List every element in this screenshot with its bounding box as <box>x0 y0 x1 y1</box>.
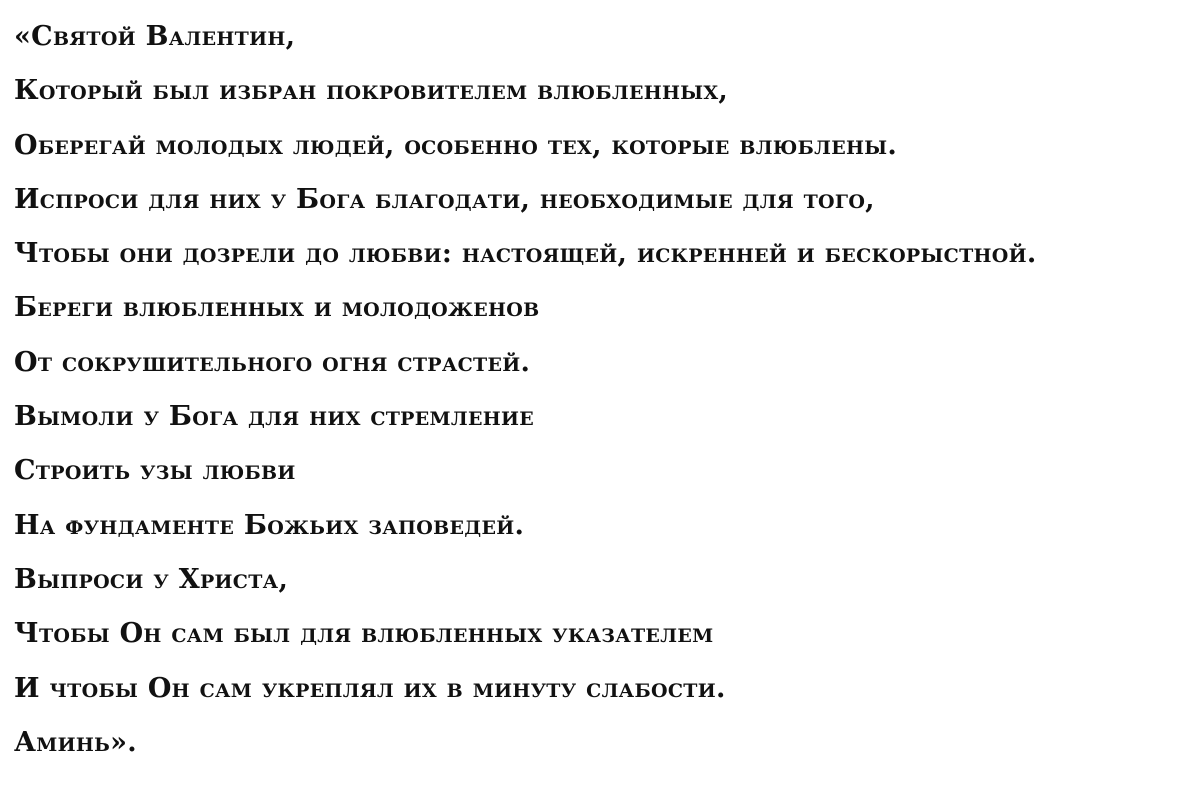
prayer-text <box>14 10 1037 770</box>
prayer-line: «Святой Валентин, <box>14 21 296 52</box>
prayer-line: Выпроси у Христа, <box>14 563 289 595</box>
prayer-line: Испроси для них у Бога благодати, необходимые для того, <box>14 183 875 215</box>
prayer-line: Оберегай молодых людей, особенно тех, которые влюблены. <box>14 129 898 161</box>
prayer-line: Береги влюбленных и молодоженов <box>14 292 540 324</box>
prayer-line: Чтобы они дозрели до любви: настоящей, искренней и бескорыстной. <box>14 238 1037 270</box>
prayer-line: Аминь». <box>14 726 137 758</box>
prayer-line: Строить узы любви <box>14 455 296 487</box>
prayer-line: Чтобы Он сам был для влюбленных указателем <box>14 618 714 650</box>
prayer-line: Который был избран покровителем влюбленных, <box>14 75 729 107</box>
prayer-line: И чтобы Он сам укреплял их в минуту слабости. <box>14 672 726 704</box>
prayer-line: На фундаменте Божьих заповедей. <box>14 509 525 541</box>
prayer-line: Вымоли у Бога для них стремление <box>14 401 535 433</box>
prayer-line: От сокрушительного огня страстей. <box>14 346 531 378</box>
